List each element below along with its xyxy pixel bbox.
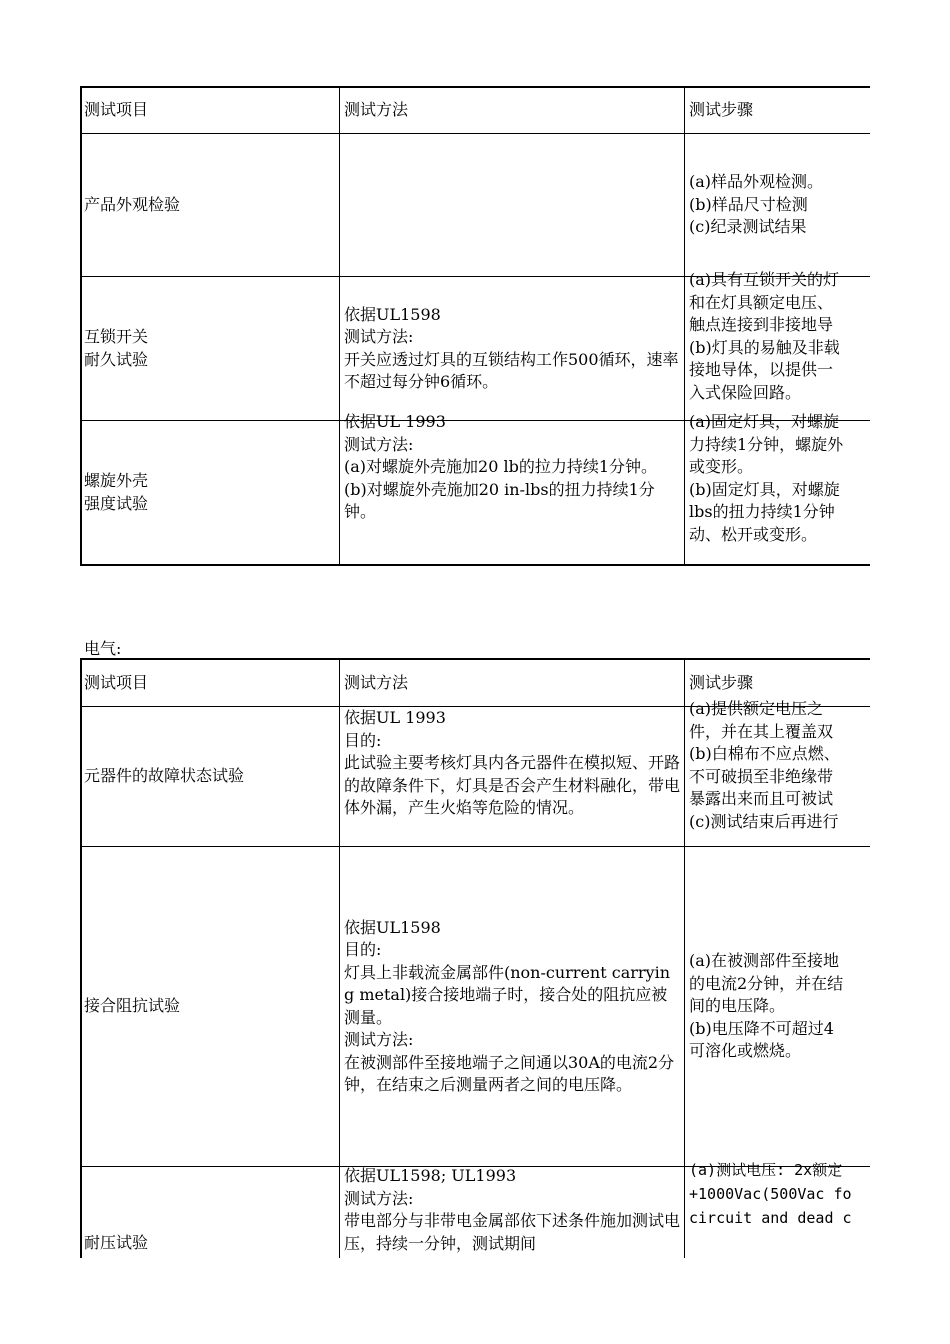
section-label-electrical: 电气: bbox=[84, 639, 122, 658]
table2-row1-steps: (a)提供额定电压之 件，并在其上覆盖双 (b)白棉布不应点燃、 不可破损至非绝缘带 暴露出来而且可被试 (c)测试结束后再进行 bbox=[689, 699, 840, 831]
table1-header-steps: 测试步骤 bbox=[689, 100, 754, 120]
table2-row1-method: 依据UL 1993 目的: 此试验主要考核灯具内各元器件在模拟短、开路的故障条件下，灯具是否会产生材料融化，带电体外漏，产生火焰等危险的情况。 bbox=[344, 708, 681, 817]
table1-row1-method bbox=[344, 134, 680, 276]
table1-col-divider bbox=[684, 86, 685, 566]
table1-left-border bbox=[80, 86, 82, 566]
table2-header-item: 测试项目 bbox=[84, 672, 149, 692]
table1-row2-method: 依据UL1598 测试方法: 开关应透过灯具的互锁结构工作500循环，速率不超过每分钟6循环。 bbox=[344, 304, 679, 391]
table1-col-divider bbox=[339, 86, 340, 566]
table1-row3-steps: (a)固定灯具，对螺旋 力持续1分钟，螺旋外 或变形。 (b)固定灯具，对螺旋 lbs的扭力持续1分钟 动、松开或变形。 bbox=[689, 412, 844, 544]
table2-row2-method: 依据UL1598 目的: 灯具上非载流金属部件(non-current carrying metal)接合接地端子时，接合处的阻抗应被测量。 测试方法: 在被测部件至接地端子之间通以30A的电流2分钟，在结束之后测量两者之间的电压降。 bbox=[344, 917, 675, 1094]
table2-row3-item: 耐压试验 bbox=[84, 1233, 149, 1252]
table1-header-item: 测试项目 bbox=[84, 100, 149, 120]
table2-row2-item: 接合阻抗试验 bbox=[84, 996, 181, 1016]
table1-row1-steps: (a)样品外观检测。 (b)样品尺寸检测 (c)纪录测试结果 bbox=[689, 172, 824, 237]
table1-row2-steps: (a)具有互锁开关的灯 和在灯具额定电压、 触点连接到非接地导 (b)灯具的易触及非载 接地导体，以提供一 入式保险回路。 bbox=[689, 270, 840, 402]
table2-row2-steps: (a)在被测部件至接地 的电流2分钟，并在结 间的电压降。 (b)电压降不可超过4 可溶化或燃烧。 bbox=[689, 951, 844, 1061]
table2-left-border bbox=[80, 658, 82, 1258]
table1-row3-item: 螺旋外壳 强度试验 bbox=[84, 471, 149, 513]
table2-col-divider bbox=[339, 658, 340, 1258]
table2-row1-item: 元器件的故障状态试验 bbox=[84, 766, 245, 786]
table1-bottom-border bbox=[80, 564, 870, 566]
table2-col-divider bbox=[684, 658, 685, 1258]
table2-header-steps: 测试步骤 bbox=[689, 672, 754, 692]
table1-row3-method: 依据UL 1993 测试方法: (a)对螺旋外壳施加20 lb的拉力持续1分钟。 (b)对螺旋外壳施加20 in-lbs的扭力持续1分钟。 bbox=[344, 412, 658, 521]
table2-header-method: 测试方法 bbox=[344, 672, 409, 692]
table1-row2-item: 互锁开关 耐久试验 bbox=[84, 327, 149, 369]
table1-row1-item: 产品外观检验 bbox=[84, 194, 181, 214]
table1-header-method: 测试方法 bbox=[344, 100, 409, 120]
table2-row3-steps: (a)测试电压: 2x额定 +1000Vac(500Vac fo circuit and dead c bbox=[689, 1161, 852, 1227]
table2-row3-method: 依据UL1598; UL1993 测试方法: 带电部分与非带电金属部依下述条件施加测试电压，持续一分钟，测试期间 bbox=[344, 1166, 681, 1253]
